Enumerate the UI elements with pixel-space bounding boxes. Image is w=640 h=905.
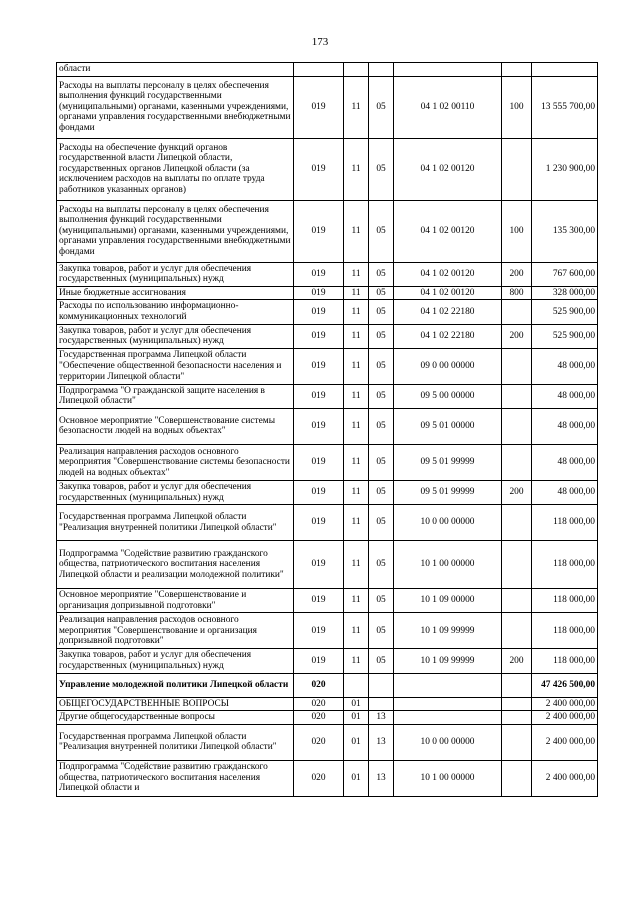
expense-type-code bbox=[502, 505, 532, 541]
subsection-code: 05 bbox=[369, 480, 394, 504]
table-row bbox=[57, 613, 598, 649]
admin-code: 019 bbox=[294, 138, 344, 200]
expense-type-code bbox=[502, 760, 532, 796]
item-name: ОБЩЕГОСУДАРСТВЕННЫЕ ВОПРОСЫ bbox=[57, 697, 294, 711]
expense-type-code bbox=[502, 673, 532, 697]
item-name: Закупка товаров, работ и услуг для обеспечения государственных (муниципальных) нужд bbox=[57, 480, 294, 504]
section-code: 11 bbox=[344, 200, 369, 262]
item-name: Государственная программа Липецкой области "Обеспечение общественной безопасности населения и территории Липецкой области" bbox=[57, 348, 294, 384]
admin-code: 019 bbox=[294, 613, 344, 649]
section-code bbox=[344, 673, 369, 697]
item-name: Подпрограмма "О гражданской защите населения в Липецкой области" bbox=[57, 384, 294, 408]
amount: 118 000,00 bbox=[532, 613, 598, 649]
section-code: 11 bbox=[344, 286, 369, 300]
target-article-code: 10 0 00 00000 bbox=[394, 505, 502, 541]
section-code: 01 bbox=[344, 711, 369, 725]
table-row bbox=[57, 760, 598, 796]
admin-code: 019 bbox=[294, 589, 344, 613]
budget-table bbox=[56, 62, 598, 797]
expense-type-code: 200 bbox=[502, 649, 532, 673]
amount: 48 000,00 bbox=[532, 384, 598, 408]
amount bbox=[532, 63, 598, 77]
expense-type-code bbox=[502, 348, 532, 384]
subsection-code bbox=[369, 697, 394, 711]
item-name: Закупка товаров, работ и услуг для обеспечения государственных (муниципальных) нужд bbox=[57, 262, 294, 286]
target-article-code: 04 1 02 00120 bbox=[394, 138, 502, 200]
section-code: 11 bbox=[344, 649, 369, 673]
section-code: 01 bbox=[344, 697, 369, 711]
target-article-code: 09 5 01 99999 bbox=[394, 444, 502, 480]
admin-code: 020 bbox=[294, 760, 344, 796]
subsection-code: 05 bbox=[369, 138, 394, 200]
item-name: Подпрограмма "Содействие развитию гражданского общества, патриотического воспитания населения Липецкой области и реализации молодежной политики" bbox=[57, 541, 294, 589]
item-name: Закупка товаров, работ и услуг для обеспечения государственных (муниципальных) нужд bbox=[57, 649, 294, 673]
expense-type-code: 200 bbox=[502, 262, 532, 286]
target-article-code: 10 1 09 00000 bbox=[394, 589, 502, 613]
admin-code: 019 bbox=[294, 384, 344, 408]
admin-code: 019 bbox=[294, 444, 344, 480]
subsection-code: 05 bbox=[369, 408, 394, 444]
table-row bbox=[57, 286, 598, 300]
item-name: области bbox=[57, 63, 294, 77]
item-name: Государственная программа Липецкой области "Реализация внутренней политики Липецкой области" bbox=[57, 724, 294, 760]
section-code: 11 bbox=[344, 589, 369, 613]
target-article-code bbox=[394, 697, 502, 711]
page-number: 173 bbox=[311, 36, 329, 48]
subsection-code: 13 bbox=[369, 760, 394, 796]
table-row bbox=[57, 384, 598, 408]
expense-type-code bbox=[502, 138, 532, 200]
expense-type-code bbox=[502, 444, 532, 480]
expense-type-code bbox=[502, 589, 532, 613]
admin-code: 019 bbox=[294, 262, 344, 286]
section-code: 11 bbox=[344, 541, 369, 589]
target-article-code: 09 0 00 00000 bbox=[394, 348, 502, 384]
subsection-code: 05 bbox=[369, 76, 394, 138]
table-row bbox=[57, 444, 598, 480]
admin-code: 019 bbox=[294, 76, 344, 138]
expense-type-code bbox=[502, 613, 532, 649]
expense-type-code bbox=[502, 300, 532, 324]
item-name: Закупка товаров, работ и услуг для обеспечения государственных (муниципальных) нужд bbox=[57, 324, 294, 348]
target-article-code: 09 5 01 99999 bbox=[394, 480, 502, 504]
item-name: Управление молодежной политики Липецкой области bbox=[57, 673, 294, 697]
amount: 2 400 000,00 bbox=[532, 697, 598, 711]
table-row bbox=[57, 348, 598, 384]
section-code: 11 bbox=[344, 348, 369, 384]
subsection-code: 05 bbox=[369, 300, 394, 324]
section-code: 11 bbox=[344, 444, 369, 480]
section-code: 11 bbox=[344, 613, 369, 649]
section-code: 11 bbox=[344, 324, 369, 348]
amount: 525 900,00 bbox=[532, 324, 598, 348]
target-article-code: 09 5 00 00000 bbox=[394, 384, 502, 408]
amount: 118 000,00 bbox=[532, 505, 598, 541]
section-code: 11 bbox=[344, 76, 369, 138]
target-article-code: 10 1 00 00000 bbox=[394, 541, 502, 589]
section-code: 11 bbox=[344, 300, 369, 324]
admin-code: 019 bbox=[294, 541, 344, 589]
admin-code: 019 bbox=[294, 324, 344, 348]
section-code: 01 bbox=[344, 724, 369, 760]
admin-code: 019 bbox=[294, 348, 344, 384]
table-row bbox=[57, 724, 598, 760]
section-code: 11 bbox=[344, 505, 369, 541]
target-article-code: 10 0 00 00000 bbox=[394, 724, 502, 760]
subsection-code: 05 bbox=[369, 262, 394, 286]
target-article-code: 04 1 02 00120 bbox=[394, 286, 502, 300]
item-name: Реализация направления расходов основного мероприятия "Совершенствование и организация допризывной подготовки" bbox=[57, 613, 294, 649]
amount: 48 000,00 bbox=[532, 348, 598, 384]
section-code: 01 bbox=[344, 760, 369, 796]
table-row bbox=[57, 138, 598, 200]
amount: 118 000,00 bbox=[532, 649, 598, 673]
admin-code: 019 bbox=[294, 480, 344, 504]
item-name: Расходы по использованию информационно-коммуникационных технологий bbox=[57, 300, 294, 324]
expense-type-code bbox=[502, 541, 532, 589]
table-row bbox=[57, 673, 598, 697]
expense-type-code bbox=[502, 408, 532, 444]
expense-type-code: 100 bbox=[502, 200, 532, 262]
expense-type-code bbox=[502, 724, 532, 760]
item-name: Основное мероприятие "Совершенствование системы безопасности людей на водных объектах" bbox=[57, 408, 294, 444]
target-article-code: 10 1 00 00000 bbox=[394, 760, 502, 796]
amount: 13 555 700,00 bbox=[532, 76, 598, 138]
amount: 47 426 500,00 bbox=[532, 673, 598, 697]
amount: 2 400 000,00 bbox=[532, 724, 598, 760]
target-article-code: 04 1 02 22180 bbox=[394, 324, 502, 348]
item-name: Основное мероприятие "Совершенствование и организация допризывной подготовки" bbox=[57, 589, 294, 613]
admin-code bbox=[294, 63, 344, 77]
expense-type-code: 200 bbox=[502, 480, 532, 504]
target-article-code: 04 1 02 00120 bbox=[394, 200, 502, 262]
expense-type-code bbox=[502, 711, 532, 725]
subsection-code bbox=[369, 63, 394, 77]
table-row bbox=[57, 63, 598, 77]
admin-code: 020 bbox=[294, 697, 344, 711]
table-row bbox=[57, 408, 598, 444]
admin-code: 020 bbox=[294, 711, 344, 725]
target-article-code: 04 1 02 00120 bbox=[394, 262, 502, 286]
target-article-code bbox=[394, 63, 502, 77]
subsection-code: 13 bbox=[369, 711, 394, 725]
section-code: 11 bbox=[344, 138, 369, 200]
item-name: Подпрограмма "Содействие развитию гражданского общества, патриотического воспитания населения Липецкой области и bbox=[57, 760, 294, 796]
target-article-code: 04 1 02 22180 bbox=[394, 300, 502, 324]
admin-code: 019 bbox=[294, 286, 344, 300]
subsection-code: 05 bbox=[369, 444, 394, 480]
subsection-code: 05 bbox=[369, 200, 394, 262]
admin-code: 019 bbox=[294, 649, 344, 673]
expense-type-code bbox=[502, 63, 532, 77]
item-name: Государственная программа Липецкой области "Реализация внутренней политики Липецкой области" bbox=[57, 505, 294, 541]
subsection-code: 05 bbox=[369, 541, 394, 589]
item-name: Другие общегосударственные вопросы bbox=[57, 711, 294, 725]
table-row bbox=[57, 262, 598, 286]
target-article-code: 04 1 02 00110 bbox=[394, 76, 502, 138]
table-body bbox=[57, 63, 598, 797]
target-article-code bbox=[394, 711, 502, 725]
amount: 48 000,00 bbox=[532, 408, 598, 444]
table-row bbox=[57, 711, 598, 725]
amount: 328 000,00 bbox=[532, 286, 598, 300]
target-article-code: 10 1 09 99999 bbox=[394, 613, 502, 649]
section-code: 11 bbox=[344, 480, 369, 504]
subsection-code: 13 bbox=[369, 724, 394, 760]
table-row bbox=[57, 200, 598, 262]
admin-code: 019 bbox=[294, 300, 344, 324]
item-name: Реализация направления расходов основного мероприятия "Совершенствование системы безопасности людей на водных объектах" bbox=[57, 444, 294, 480]
table-row bbox=[57, 697, 598, 711]
admin-code: 019 bbox=[294, 505, 344, 541]
amount: 1 230 900,00 bbox=[532, 138, 598, 200]
subsection-code: 05 bbox=[369, 348, 394, 384]
amount: 525 900,00 bbox=[532, 300, 598, 324]
item-name: Иные бюджетные ассигнования bbox=[57, 286, 294, 300]
subsection-code: 05 bbox=[369, 324, 394, 348]
subsection-code: 05 bbox=[369, 589, 394, 613]
admin-code: 020 bbox=[294, 724, 344, 760]
amount: 767 600,00 bbox=[532, 262, 598, 286]
expense-type-code: 100 bbox=[502, 76, 532, 138]
table-row bbox=[57, 505, 598, 541]
target-article-code bbox=[394, 673, 502, 697]
table-row bbox=[57, 649, 598, 673]
section-code: 11 bbox=[344, 384, 369, 408]
item-name: Расходы на выплаты персоналу в целях обеспечения выполнения функций государственными (муниципальными) органами, казенными учреждениями, органами управления государственными внебюджетными фондами bbox=[57, 76, 294, 138]
amount: 2 400 000,00 bbox=[532, 711, 598, 725]
target-article-code: 09 5 01 00000 bbox=[394, 408, 502, 444]
amount: 48 000,00 bbox=[532, 444, 598, 480]
subsection-code: 05 bbox=[369, 286, 394, 300]
expense-type-code bbox=[502, 384, 532, 408]
table-row bbox=[57, 589, 598, 613]
subsection-code: 05 bbox=[369, 384, 394, 408]
table-row bbox=[57, 76, 598, 138]
admin-code: 020 bbox=[294, 673, 344, 697]
section-code: 11 bbox=[344, 408, 369, 444]
expense-type-code: 200 bbox=[502, 324, 532, 348]
subsection-code: 05 bbox=[369, 505, 394, 541]
amount: 135 300,00 bbox=[532, 200, 598, 262]
amount: 48 000,00 bbox=[532, 480, 598, 504]
subsection-code bbox=[369, 673, 394, 697]
item-name: Расходы на выплаты персоналу в целях обеспечения выполнения функций государственными (муниципальными) органами, казенными учреждениями, органами управления государственными внебюджетными фондами bbox=[57, 200, 294, 262]
amount: 118 000,00 bbox=[532, 541, 598, 589]
admin-code: 019 bbox=[294, 200, 344, 262]
amount: 2 400 000,00 bbox=[532, 760, 598, 796]
table-row bbox=[57, 541, 598, 589]
target-article-code: 10 1 09 99999 bbox=[394, 649, 502, 673]
expense-type-code: 800 bbox=[502, 286, 532, 300]
section-code: 11 bbox=[344, 262, 369, 286]
admin-code: 019 bbox=[294, 408, 344, 444]
subsection-code: 05 bbox=[369, 613, 394, 649]
table-row bbox=[57, 480, 598, 504]
table-row bbox=[57, 324, 598, 348]
item-name: Расходы на обеспечение функций органов государственной власти Липецкой области, государственных органов Липецкой области (за исключением расходов на выплаты по оплате труда работников указанных органов) bbox=[57, 138, 294, 200]
section-code bbox=[344, 63, 369, 77]
table-row bbox=[57, 300, 598, 324]
amount: 118 000,00 bbox=[532, 589, 598, 613]
expense-type-code bbox=[502, 697, 532, 711]
subsection-code: 05 bbox=[369, 649, 394, 673]
